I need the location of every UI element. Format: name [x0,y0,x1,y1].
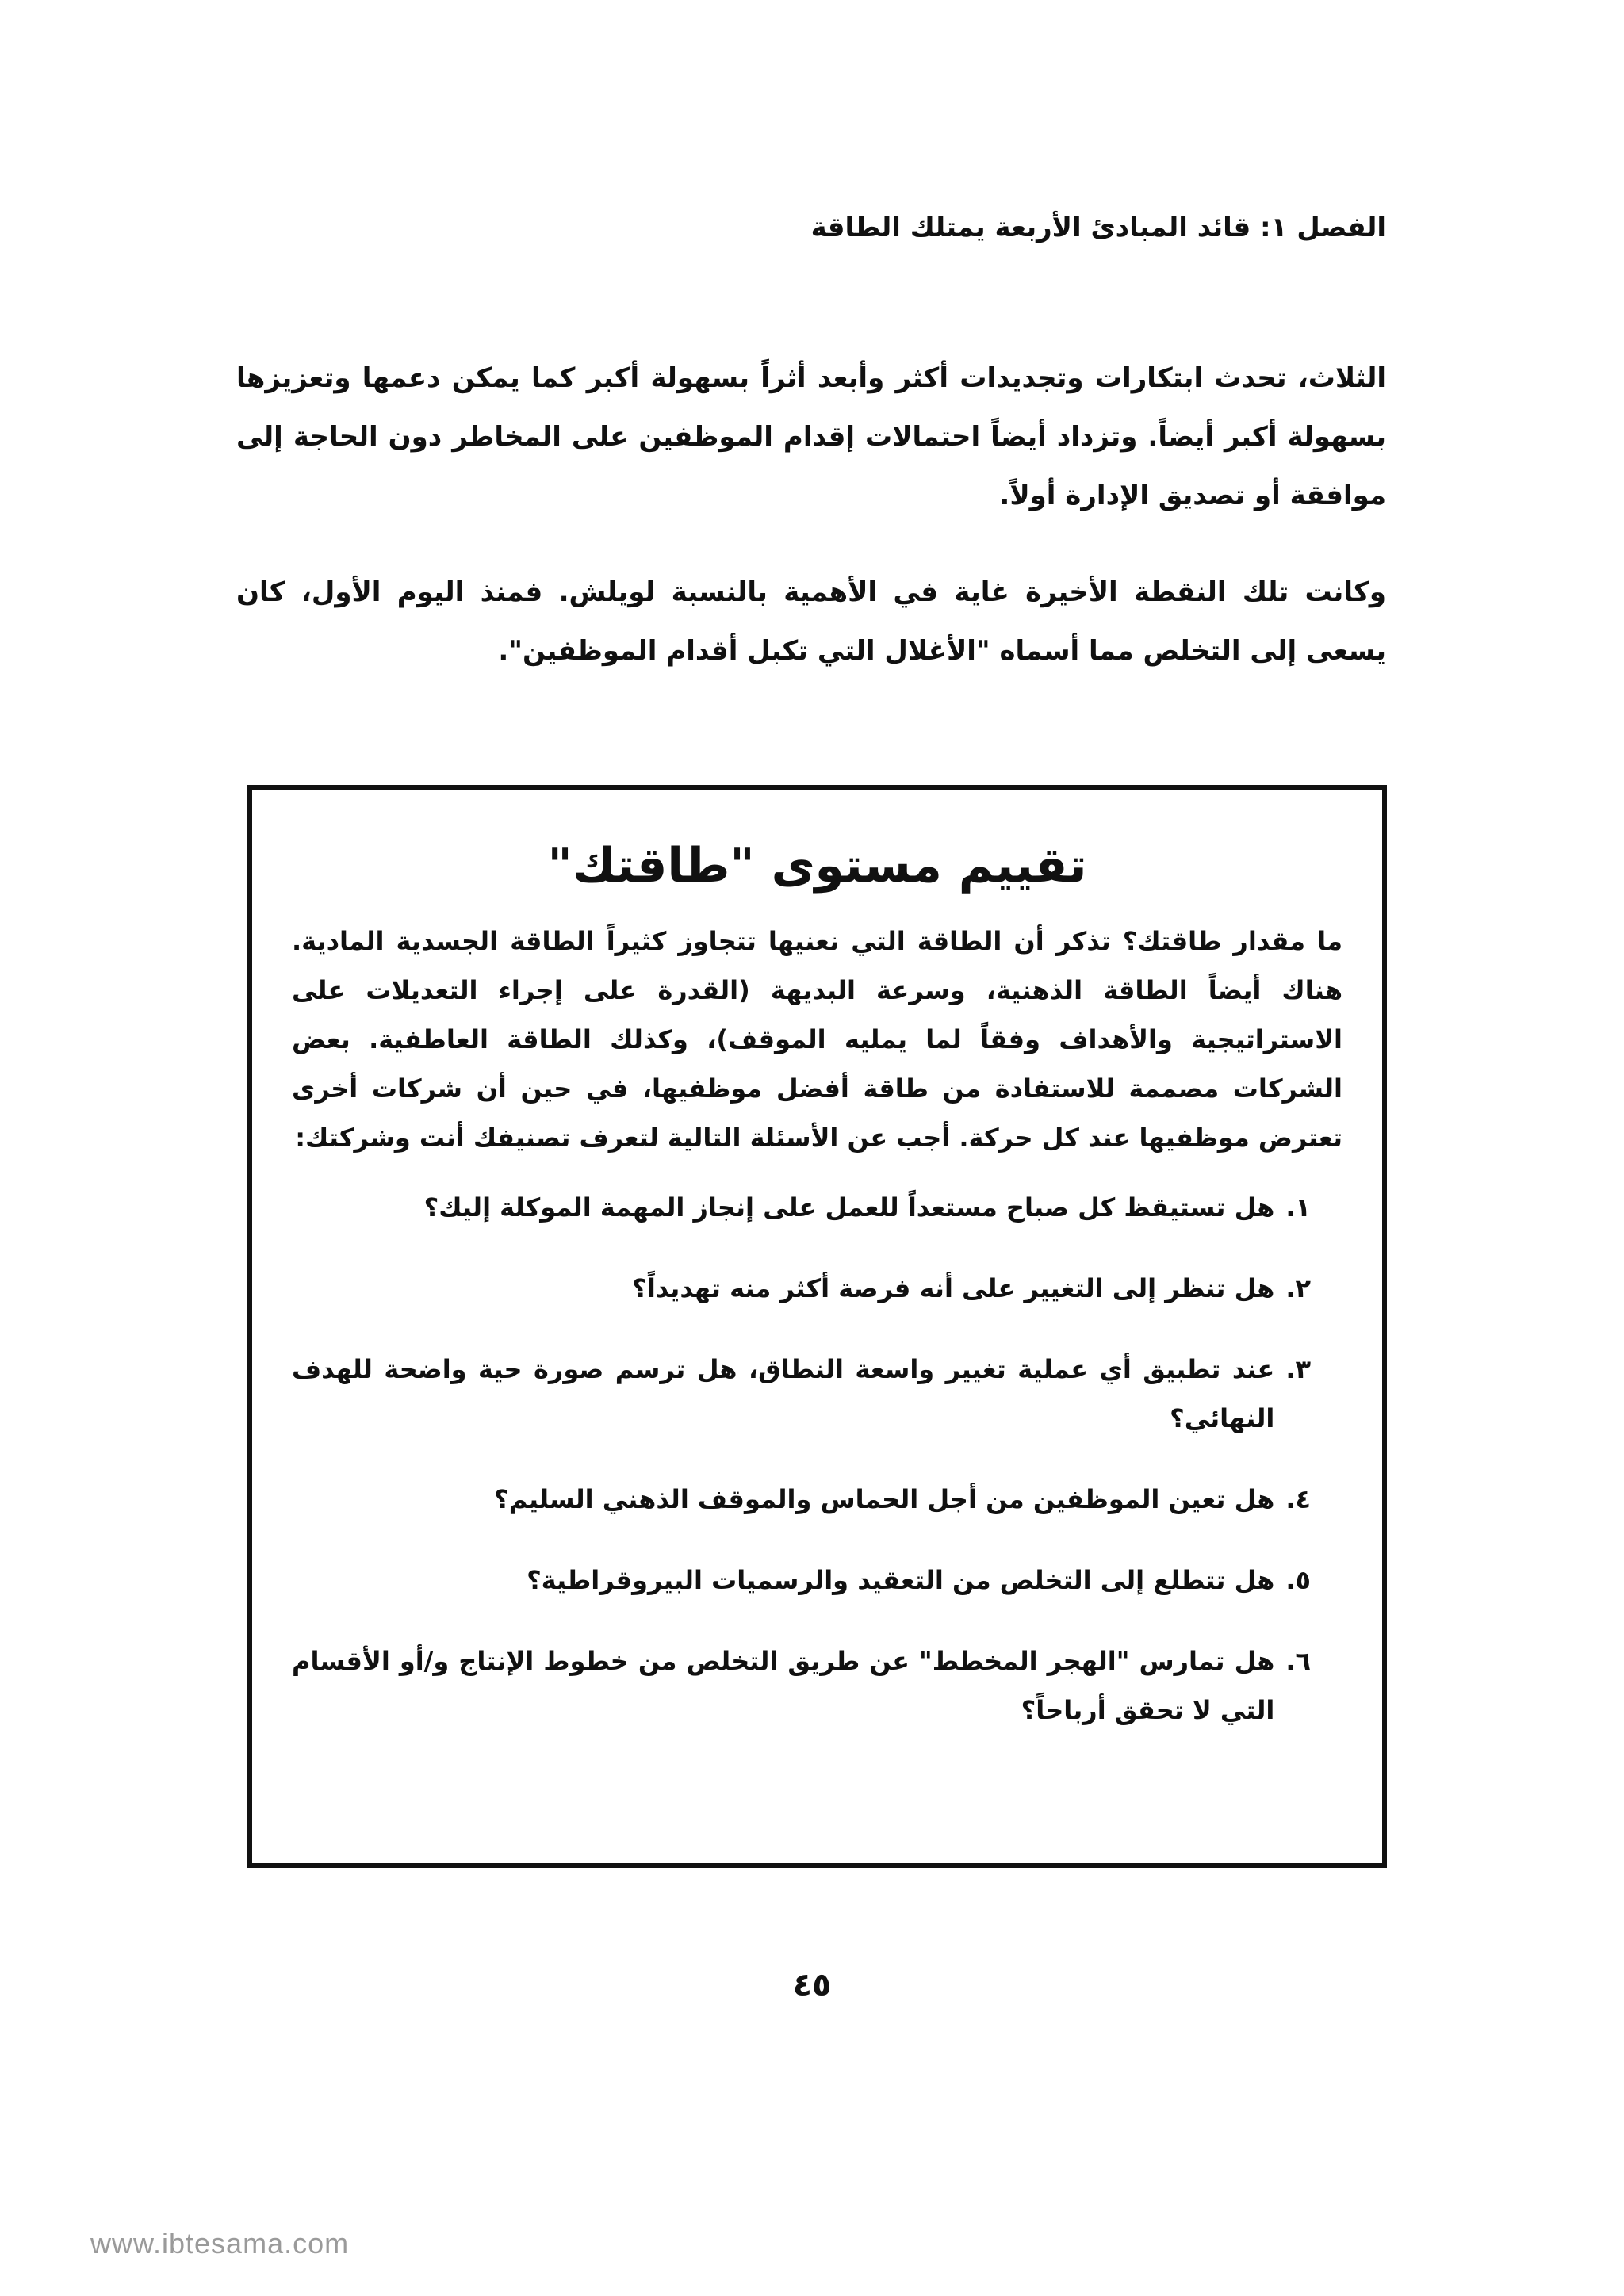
question-text: هل تنظر إلى التغيير على أنه فرصة أكثر منه تهديداً؟ [632,1273,1275,1303]
box-title: تقييم مستوى "طاقتك" [547,838,1087,894]
question-text: هل تعين الموظفين من أجل الحماس والموقف الذهني السليم؟ [494,1484,1275,1514]
question-number: ٢. [1285,1273,1311,1303]
question-item [292,1475,1311,1524]
paragraph: الثلاث، تحدث ابتكارات وتجديدات أكثر وأبعد أثراً بسهولة أكبر كما يمكن دعمها وتعزيزها بسهولة أكبر أيضاً. وتزداد أيضاً احتمالات إقدام الموظفين على المخاطر دون الحاجة إلى موافقة أو تصديق الإدارة أولاً. [236,362,1386,511]
question-text: هل تستيقظ كل صباح مستعداً للعمل على إنجاز المهمة الموكلة إليك؟ [423,1192,1275,1223]
watermark: www.ibtesama.com [90,2227,350,2260]
question-item [292,1264,1311,1313]
question-item [292,1636,1311,1735]
box-intro: ما مقدار طاقتك؟ تذكر أن الطاقة التي نعنيها تتجاوز كثيراً الطاقة الجسدية المادية. هناك أيضاً الطاقة الذهنية، وسرعة البديهة (القدرة على إجراء التعديلات على الاستراتيجية والأهداف وفقاً لما يمليه الموقف)، وكذلك الطاقة العاطفية. بعض الشركات مصممة للاستفادة من طاقة أفضل موظفيها، في حين أن شركات أخرى تعترض موظفيها عند كل حركة. أجب عن الأسئلة التالية لتعرف تصنيفك أنت وشركتك: [292,926,1342,1153]
energy-assessment-box [247,785,1387,1868]
question-text: هل تمارس "الهجر المخطط" عن طريق التخلص من خطوط الإنتاج و/أو الأقسام التي لا تحقق أرباحاً؟ [292,1646,1275,1725]
paragraph: وكانت تلك النقطة الأخيرة غاية في الأهمية بالنسبة لويلش. فمنذ اليوم الأول، كان يسعى إلى التخلص مما أسماه "الأغلال التي تكبل أقدام الموظفين". [236,576,1386,667]
running-header: الفصل ١: قائد المبادئ الأربعة يمتلك الطاقة [810,212,1386,243]
question-number: ٦. [1285,1646,1311,1676]
question-list [292,1183,1342,1735]
question-number: ٤. [1285,1484,1311,1514]
question-text: هل تتطلع إلى التخلص من التعقيد والرسميات البيروقراطية؟ [527,1565,1275,1595]
question-text: عند تطبيق أي عملية تغيير واسعة النطاق، هل ترسم صورة حية واضحة للهدف النهائي؟ [292,1354,1275,1433]
question-item [292,1183,1311,1232]
question-number: ١. [1285,1192,1311,1223]
question-number: ٥. [1285,1565,1311,1595]
question-number: ٣. [1285,1354,1311,1384]
question-item [292,1345,1311,1443]
page-number: ٤٥ [792,1967,832,2003]
body-text [236,349,1386,718]
question-item [292,1556,1311,1605]
